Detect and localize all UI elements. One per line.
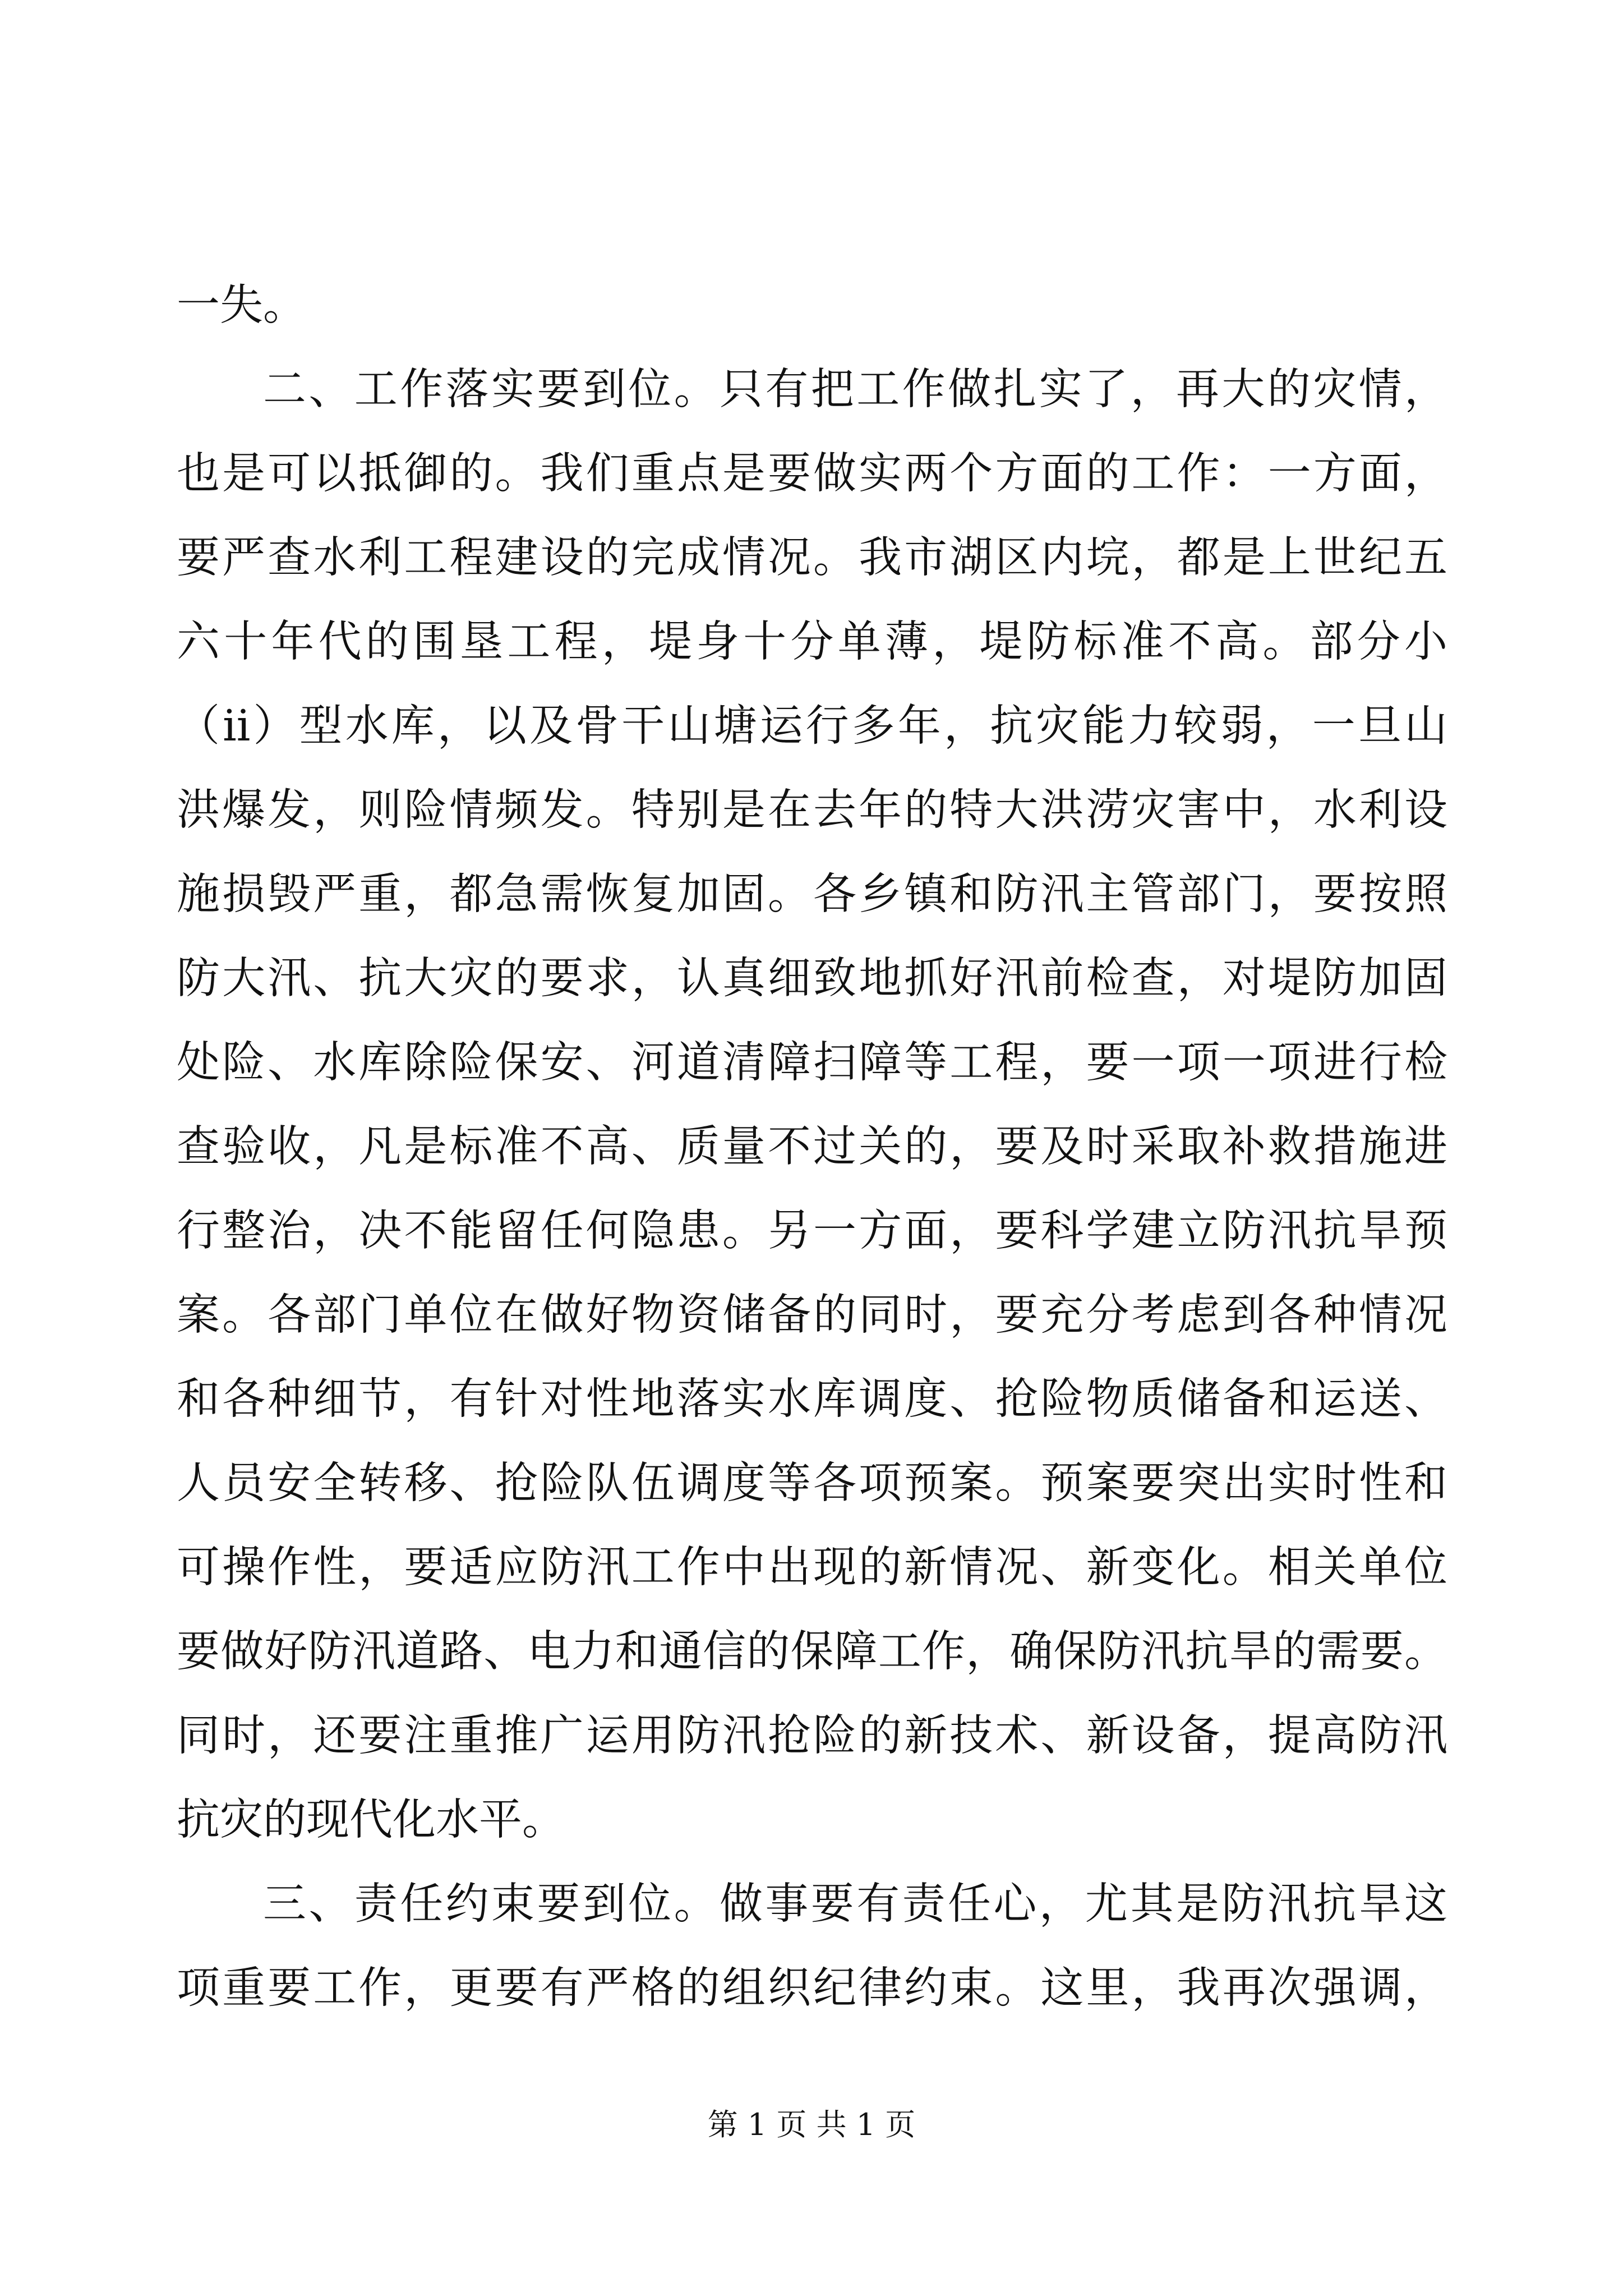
paragraph-line: 项重要工作，更要有严格的组织纪律约束。这里，我再次强调， bbox=[177, 1963, 1447, 2013]
paragraph-line: 案。各部门单位在做好物资储备的同时，要充分考虑到各种情况 bbox=[177, 1290, 1447, 1340]
paragraph-line: 处险、水库除险保安、河道清障扫障等工程，要一项一项进行检 bbox=[177, 1038, 1447, 1088]
paragraph-line: （ii）型水库，以及骨干山塘运行多年，抗灾能力较弱，一旦山 bbox=[177, 701, 1447, 751]
paragraph-line: 六十年代的围垦工程，堤身十分单薄，堤防标准不高。部分小 bbox=[177, 617, 1447, 667]
paragraph-line: 和各种细节，有针对性地落实水库调度、抢险物质储备和运送、 bbox=[177, 1374, 1447, 1424]
paragraph-line: 防大汛、抗大灾的要求，认真细致地抓好汛前检查，对堤防加固 bbox=[177, 954, 1447, 1004]
paragraph-line: 要严查水利工程建设的完成情况。我市湖区内垸，都是上世纪五 bbox=[177, 533, 1447, 583]
paragraph-line: 洪爆发，则险情频发。特别是在去年的特大洪涝灾害中，水利设 bbox=[177, 785, 1447, 835]
paragraph-line: 同时，还要注重推广运用防汛抢险的新技术、新设备，提高防汛 bbox=[177, 1711, 1447, 1761]
page-footer bbox=[0, 2101, 1623, 2144]
paragraph-line: 也是可以抵御的。我们重点是要做实两个方面的工作：一方面， bbox=[177, 449, 1447, 499]
paragraph-line: 三、责任约束要到位。做事要有责任心，尤其是防汛抗旱这 bbox=[263, 1879, 1447, 1929]
body-text bbox=[177, 264, 1447, 2031]
paragraph-line: 可操作性，要适应防汛工作中出现的新情况、新变化。相关单位 bbox=[177, 1543, 1447, 1593]
paragraph-line: 二、工作落实要到位。只有把工作做扎实了，再大的灾情， bbox=[263, 365, 1447, 415]
page-number-label: 第 1 页 共 1 页 bbox=[707, 2107, 916, 2142]
paragraph-line: 施损毁严重，都急需恢复加固。各乡镇和防汛主管部门，要按照 bbox=[177, 869, 1447, 919]
paragraph-line: 抗灾的现代化水平。 bbox=[177, 1795, 565, 1845]
paragraph-line: 查验收，凡是标准不高、质量不过关的，要及时采取补救措施进 bbox=[177, 1122, 1447, 1172]
paragraph-line: 要做好防汛道路、电力和通信的保障工作，确保防汛抗旱的需要。 bbox=[177, 1627, 1447, 1677]
paragraph-line: 人员安全转移、抢险队伍调度等各项预案。预案要突出实时性和 bbox=[177, 1458, 1447, 1508]
paragraph-line: 一失。 bbox=[177, 280, 306, 330]
paragraph-line: 行整治，决不能留任何隐患。另一方面，要科学建立防汛抗旱预 bbox=[177, 1206, 1447, 1256]
